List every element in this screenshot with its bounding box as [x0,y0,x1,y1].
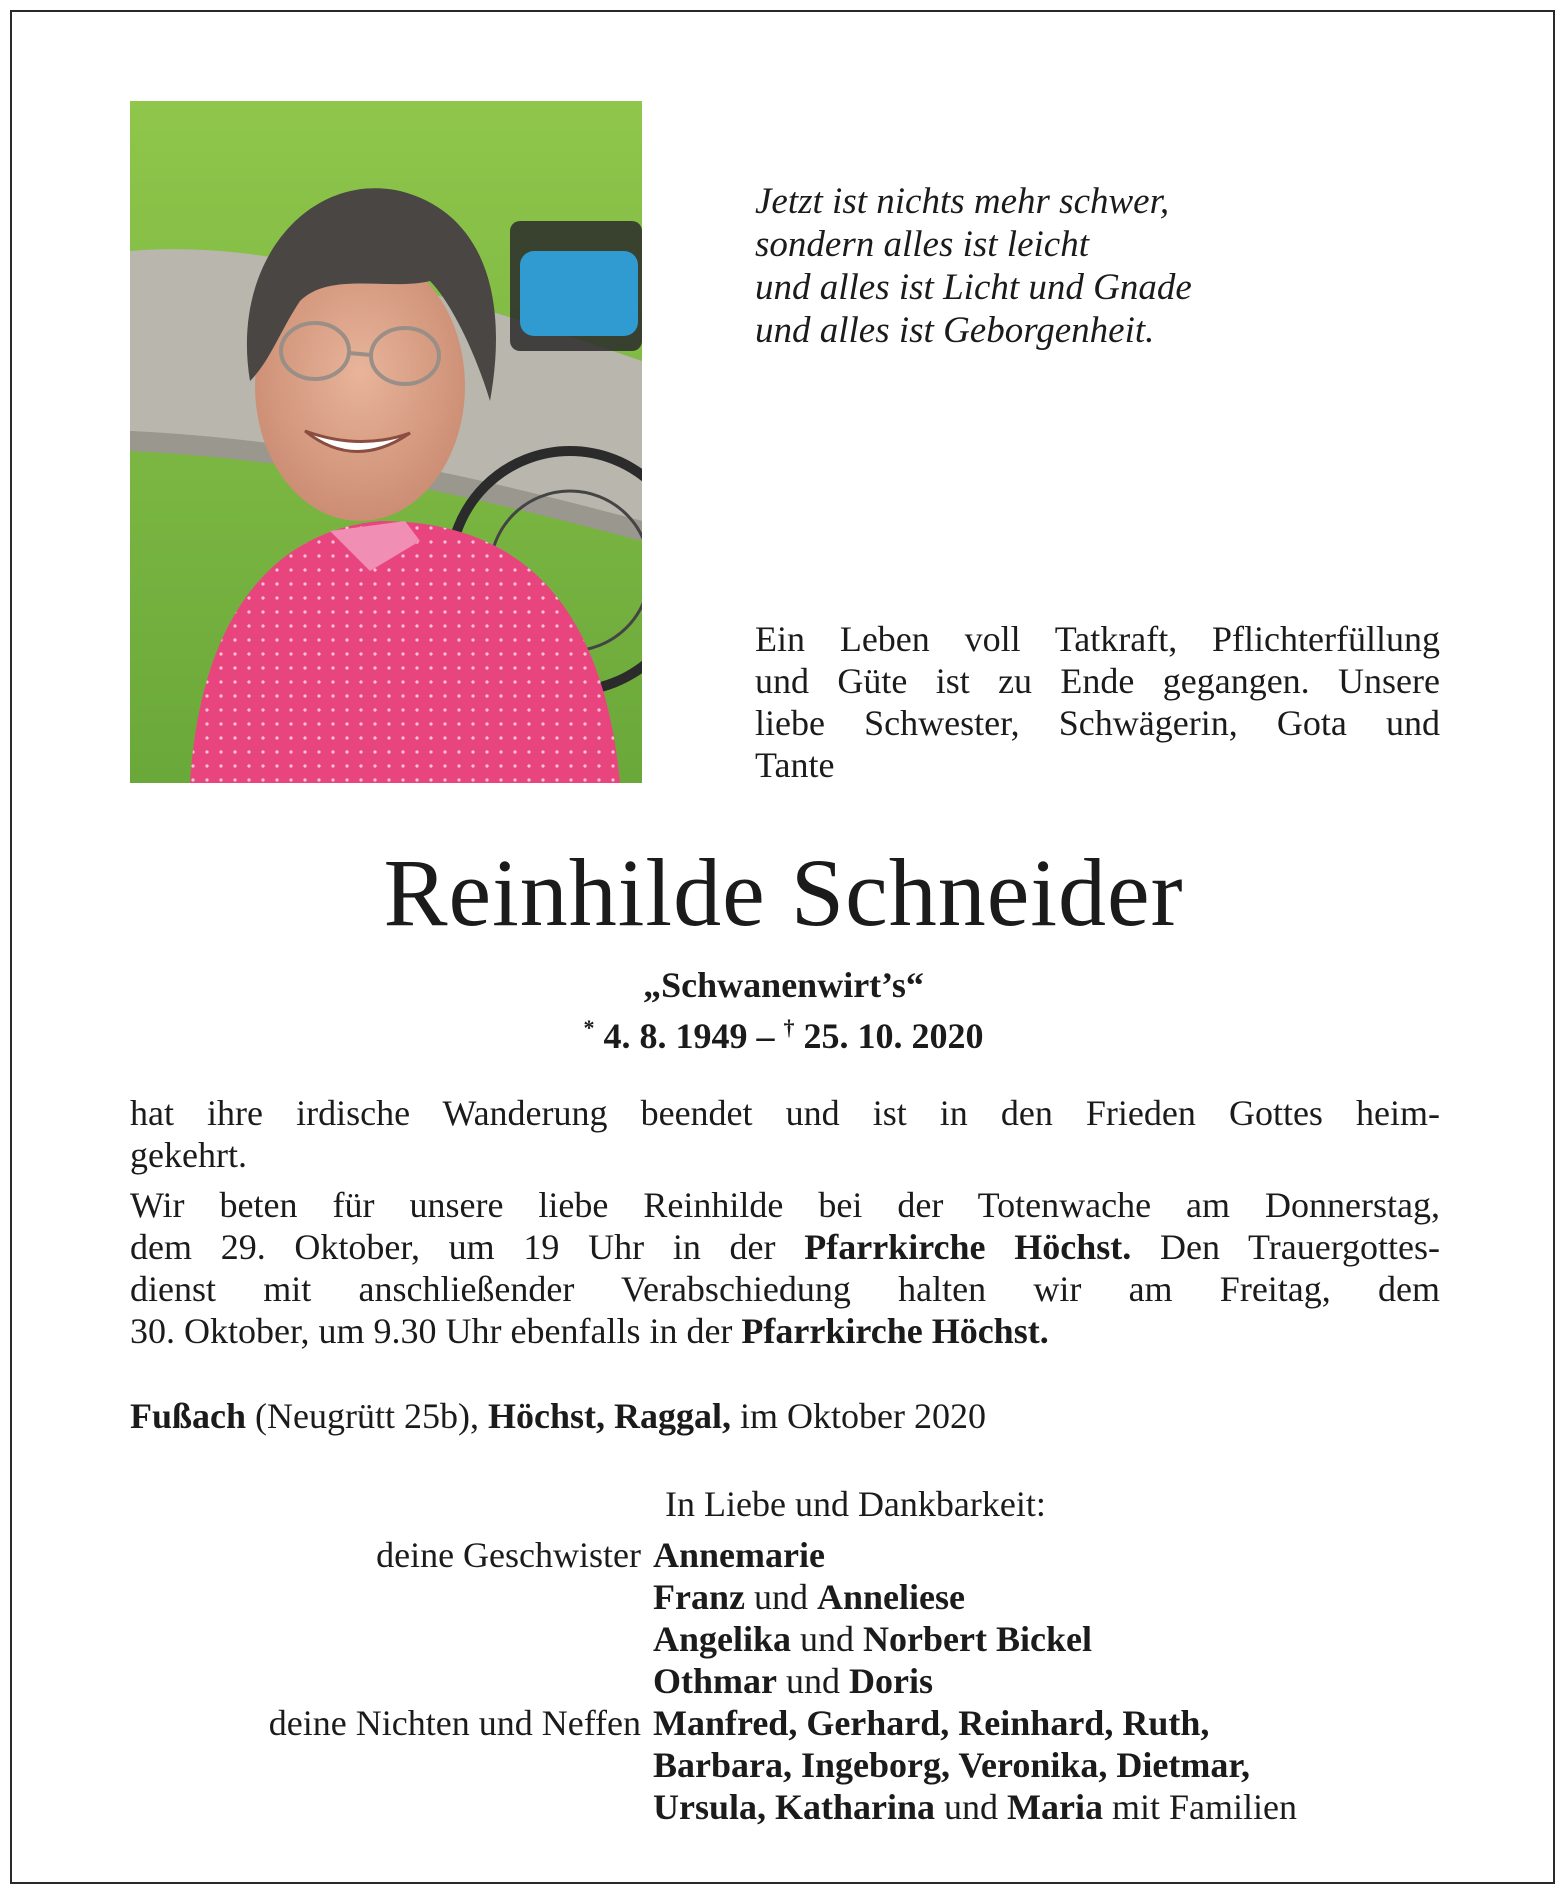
mourner-name: Annemarie [653,1535,825,1575]
mourner-name: Angelika [653,1619,792,1659]
birth-mark: * [583,1015,595,1040]
mourner-row [130,1744,1440,1786]
death-date: 25. 10. 2020 [803,1016,984,1056]
date-separator: – [747,1016,784,1056]
poem-line: und alles ist Geborgenheit. [755,310,1155,351]
mourner-name: Anneliese [816,1577,965,1617]
mourners-list [130,1534,1440,1828]
place-and-date [130,1395,1440,1437]
notice-date: im Oktober 2020 [731,1396,986,1436]
mourner-name: Norbert Bickel [863,1619,1092,1659]
announcement-body [130,1092,1440,1352]
poem-line: Jetzt ist nichts mehr schwer, [755,181,1170,222]
conjunction: und [744,1577,817,1617]
mourner-name: Othmar [653,1661,777,1701]
funeral-time-text: 30. Oktober, um 9.30 Uhr ebenfalls in der [130,1311,733,1351]
intro-text [755,618,1440,786]
body-line: hat ihre irdische Wanderung beendet und ist in den Frieden Gottes heim- [130,1093,1440,1133]
mourner-name: Franz [653,1577,745,1617]
poem-quote [755,180,1455,352]
mourner-row [130,1786,1440,1828]
poem-line: sondern alles ist leicht [755,224,1089,265]
birth-date: 4. 8. 1949 [603,1016,748,1056]
mourner-name: Maria [1007,1787,1103,1827]
mourner-names: Barbara, Ingeborg, Veronika, Dietmar, [653,1745,1251,1785]
nieces-label: deine Nichten und Neffen [268,1703,641,1743]
house-name: „Schwanenwirt’s“ [643,965,924,1005]
conjunction: und [935,1787,1008,1827]
poem-line: und alles ist Licht und Gnade [755,267,1192,308]
intro-line: und Güte ist zu Ende gegangen. Unsere [755,661,1440,701]
body-text: Den Trauergottes- [1159,1227,1441,1267]
portrait-image [130,101,642,783]
conjunction: und [791,1619,864,1659]
church-name: Pfarrkirche Höchst. [804,1227,1132,1267]
intro-line: Ein Leben voll Tatkraft, Pflichterfüllung [755,619,1440,659]
mourner-row [130,1534,1440,1576]
death-mark: † [783,1015,795,1040]
body-line [130,1310,1440,1352]
mourner-names: Manfred, Gerhard, Reinhard, Ruth, [653,1703,1210,1743]
mourner-name: Doris [848,1661,933,1701]
families-text: mit Familien [1103,1787,1297,1827]
thanks-heading: In Liebe und Dankbarkeit: [665,1484,1046,1524]
siblings-label: deine Geschwister [376,1535,641,1575]
deceased-name: Reinhilde Schneider [383,839,1184,946]
mourner-row [130,1702,1440,1744]
body-line: dienst mit anschließender Verabschiedung halten wir am Freitag, dem [130,1269,1440,1309]
mourner-row [130,1618,1440,1660]
portrait-photo [130,101,642,783]
intro-line: Tante [755,745,835,785]
town: Fußach [130,1396,247,1436]
service-time-text: dem 29. Oktober, um 19 Uhr in der [130,1227,776,1267]
body-line [130,1226,1440,1268]
conjunction: und [776,1661,849,1701]
mourner-row [130,1576,1440,1618]
intro-line: liebe Schwester, Schwägerin, Gota und [755,703,1440,743]
life-dates [0,1007,1567,1057]
body-line: gekehrt. [130,1135,247,1175]
mourner-names: Ursula, Katharina [653,1787,936,1827]
address: (Neugrütt 25b), [246,1396,488,1436]
body-line: Wir beten für unsere liebe Reinhilde bei der Totenwache am Donnerstag, [130,1185,1440,1225]
church-name: Pfarrkirche Höchst. [741,1311,1049,1351]
towns: Höchst, Raggal, [488,1396,731,1436]
mourner-row [130,1660,1440,1702]
